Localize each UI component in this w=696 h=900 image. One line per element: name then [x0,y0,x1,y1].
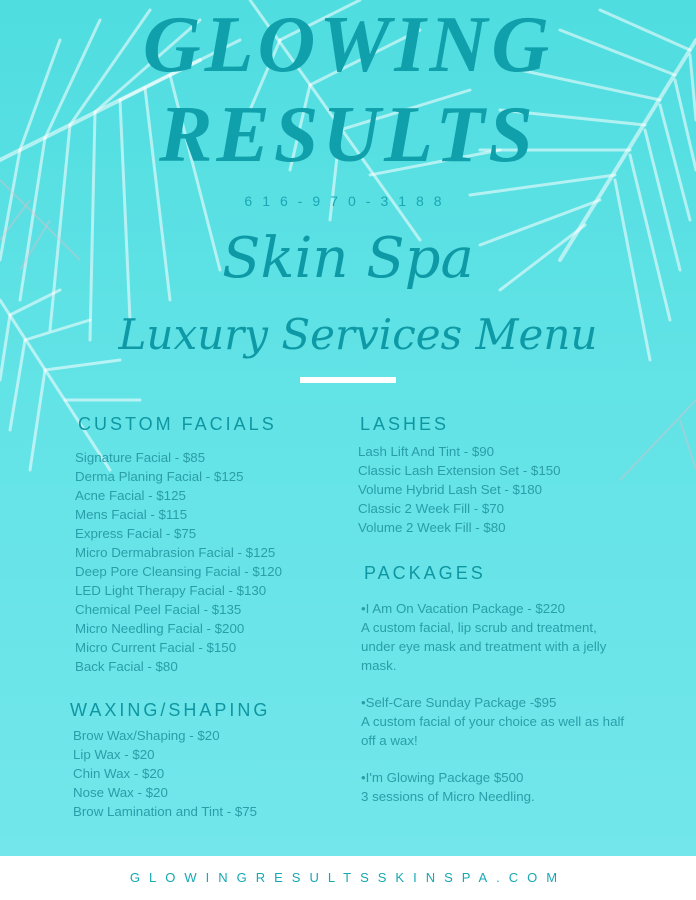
lashes-list [358,442,561,537]
list-item: Acne Facial - $125 [75,488,186,503]
list-item: Signature Facial - $85 [75,450,206,465]
list-item: Classic 2 Week Fill - $70 [358,501,505,516]
lashes-heading: LASHES [360,414,450,434]
list-item: Lip Wax - $20 [73,747,155,762]
waxing-heading: WAXING/SHAPING [70,700,271,720]
list-item: Express Facial - $75 [75,526,197,541]
package-description: 3 sessions of Micro Needling. [361,789,535,804]
website-link[interactable]: GLOWINGRESULTSSKINSPA.COM [129,870,567,885]
package-self-care [361,693,631,750]
brand-title-line1: GLOWING [142,1,554,89]
list-item: Volume Hybrid Lash Set - $180 [358,482,543,497]
list-item: Lash Lift And Tint - $90 [358,444,495,459]
list-item: LED Light Therapy Facial - $130 [75,583,267,598]
script-title: Skin Spa [222,226,474,291]
custom-facials-heading: CUSTOM FACIALS [78,414,277,434]
custom-facials-list [75,448,282,676]
list-item: Chin Wax - $20 [73,766,165,781]
list-item: Derma Planing Facial - $125 [75,469,244,484]
list-item: Nose Wax - $20 [73,785,168,800]
package-vacation [361,599,631,675]
list-item: Chemical Peel Facial - $135 [75,602,242,617]
package-title: •I'm Glowing Package $500 [361,770,524,785]
package-title: •Self-Care Sunday Package -$95 [361,695,557,710]
list-item: Deep Pore Cleansing Facial - $120 [75,564,282,579]
list-item: Micro Current Facial - $150 [75,640,237,655]
package-description: A custom facial, lip scrub and treatment, under eye mask and treatment with a jelly mask. [361,620,607,673]
script-subtitle: Luxury Services Menu [118,310,598,359]
list-item: Brow Wax/Shaping - $20 [73,728,220,743]
package-description: A custom facial of your choice as well as half off a wax! [361,714,625,748]
packages-heading: PACKAGES [364,563,486,583]
list-item: Brow Lamination and Tint - $75 [73,804,258,819]
brand-title-line2: RESULTS [159,91,537,179]
title-divider [300,377,396,383]
package-glowing [361,768,631,806]
list-item: Classic Lash Extension Set - $150 [358,463,561,478]
list-item: Micro Dermabrasion Facial - $125 [75,545,276,560]
phone-number: 616-970-3188 [244,193,452,209]
list-item: Micro Needling Facial - $200 [75,621,245,636]
waxing-list [73,726,257,821]
list-item: Volume 2 Week Fill - $80 [358,520,506,535]
list-item: Mens Facial - $115 [75,507,188,522]
package-title: •I Am On Vacation Package - $220 [361,601,565,616]
list-item: Back Facial - $80 [75,659,178,674]
